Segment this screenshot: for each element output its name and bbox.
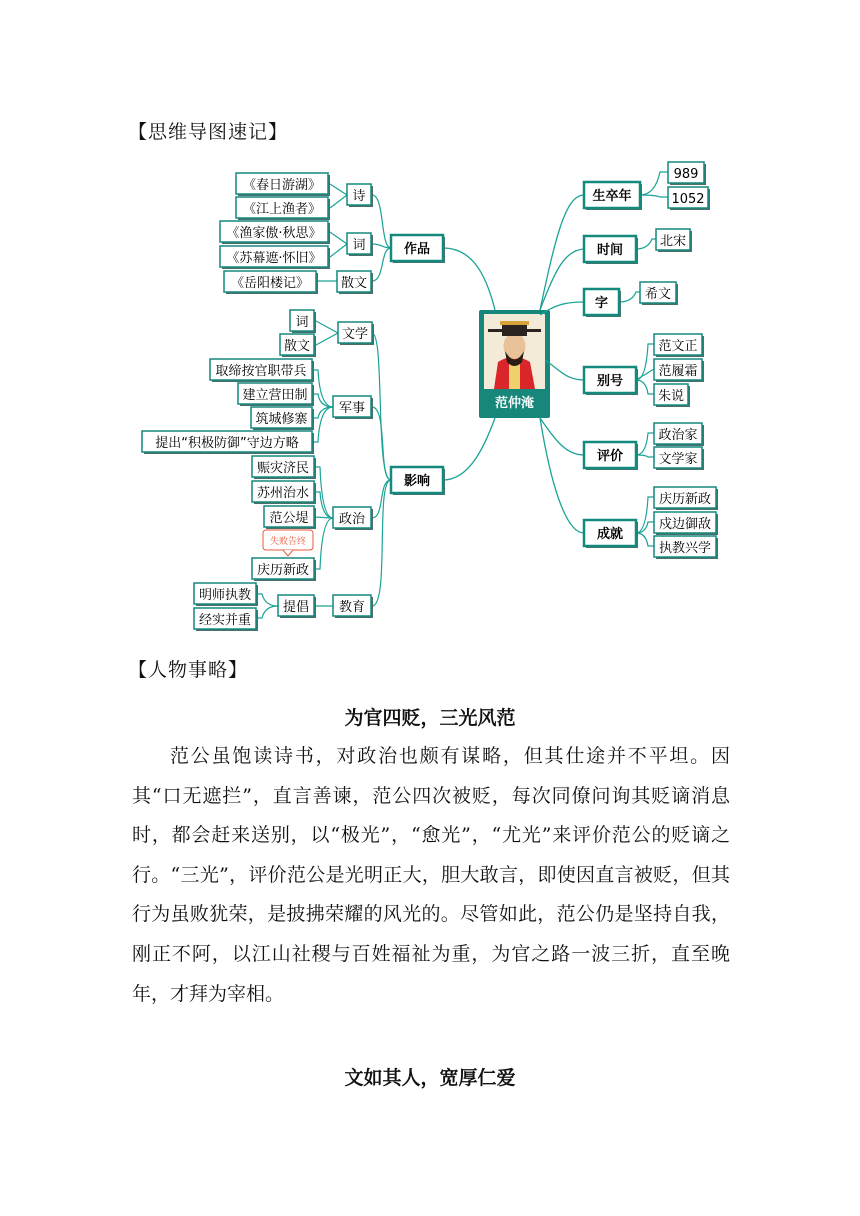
leaf-work-autumn-thoughts <box>220 221 330 244</box>
leaf-military-1 <box>210 359 314 382</box>
leaf-alias-3 <box>654 384 690 407</box>
svg-text:诗: 诗 <box>352 189 366 204</box>
story-title-1: 为官四贬，三光风范 <box>344 707 516 729</box>
sub-node-prose <box>337 271 373 294</box>
sub-node-politics <box>333 507 373 530</box>
svg-text:范履霜: 范履霜 <box>658 364 698 379</box>
svg-text:词: 词 <box>352 238 366 253</box>
leaf-birth-year <box>668 162 706 185</box>
leaf-achievement-2 <box>654 512 718 535</box>
svg-text:赈灾济民: 赈灾济民 <box>256 461 310 476</box>
leaf-politics-3 <box>264 506 316 529</box>
svg-text:提出“积极防御”守边方略: 提出“积极防御”守边方略 <box>155 436 299 451</box>
svg-text:北宋: 北宋 <box>659 234 687 249</box>
svg-text:《岳阳楼记》: 《岳阳楼记》 <box>230 276 310 291</box>
svg-text:散文: 散文 <box>340 276 368 291</box>
svg-text:字: 字 <box>594 296 609 311</box>
callout-failure <box>263 530 313 556</box>
leaf-work-yueyang-tower <box>224 271 318 294</box>
svg-text:词: 词 <box>295 315 309 330</box>
leaf-work-spring-lake <box>236 173 330 196</box>
svg-text:文学家: 文学家 <box>658 452 698 467</box>
leaf-literature-prose <box>280 334 316 357</box>
leaf-courtesy-name <box>640 282 678 305</box>
leaf-work-nostalgia <box>220 246 330 269</box>
svg-text:生卒年: 生卒年 <box>592 189 632 204</box>
svg-text:政治家: 政治家 <box>658 428 698 443</box>
svg-text:作品: 作品 <box>403 242 431 257</box>
leaf-military-2 <box>238 383 314 406</box>
svg-text:筑城修寨: 筑城修寨 <box>255 412 308 427</box>
leaf-achievement-3 <box>654 536 718 559</box>
node-evaluation <box>584 442 638 470</box>
svg-text:政治: 政治 <box>338 512 366 527</box>
node-achievements <box>584 520 638 548</box>
svg-text:明师执教: 明师执教 <box>198 588 252 603</box>
sub-node-ci <box>347 233 373 256</box>
svg-text:时间: 时间 <box>596 243 624 258</box>
svg-text:建立营田制: 建立营田制 <box>242 388 308 403</box>
leaf-work-fisherman <box>236 197 330 220</box>
svg-text:989: 989 <box>673 167 699 182</box>
node-birth-death <box>584 182 642 210</box>
svg-text:散文: 散文 <box>283 339 311 354</box>
svg-text:评价: 评价 <box>596 449 624 464</box>
story-body-1: 范公虽饱读诗书，对政治也颇有谋略，但其仕途并不平坦。因其“口无遮拦”，直言善谏，范公四次被贬，每次同僚问询其贬谪消息时，都会赶来送别，以“极光”，“愈光”，“尤光”来评价范公的贬谪之行。“三光”，评价范公是光明正大，胆大敢言，即使因直言被贬，但其行为虽败犹荣，是披拂荣耀的风光的。尽管如此，范公仍是坚持自我，刚正不阿，以江山社稷与百姓福祉为重，为官之路一波三折，直至晚年，才拜为宰相。 <box>132 745 730 1005</box>
node-era <box>584 236 638 264</box>
leaf-politics-2 <box>252 481 316 504</box>
sub-node-advocate <box>278 595 316 618</box>
leaf-education-2 <box>194 608 258 631</box>
svg-text:成就: 成就 <box>596 527 624 542</box>
node-influence <box>391 467 445 495</box>
node-works <box>391 235 445 263</box>
svg-text:庆历新政: 庆历新政 <box>658 492 712 507</box>
svg-text:提倡: 提倡 <box>282 600 310 615</box>
sub-node-literature <box>338 322 374 345</box>
svg-text:《江上渔者》: 《江上渔者》 <box>242 202 322 217</box>
svg-text:戍边御敌: 戍边御敌 <box>658 517 712 532</box>
center-node-label: 范仲淹 <box>494 396 535 411</box>
svg-text:朱说: 朱说 <box>657 389 685 404</box>
svg-text:取缔按官职带兵: 取缔按官职带兵 <box>215 364 307 379</box>
svg-text:希文: 希文 <box>644 287 672 302</box>
leaf-literature-ci <box>290 310 316 333</box>
story-title-2: 文如其人，宽厚仁爱 <box>344 1067 516 1089</box>
mindmap-heading: 【思维导图速记】 <box>128 121 289 143</box>
svg-text:文学: 文学 <box>341 327 369 342</box>
leaf-politics-4 <box>252 558 316 581</box>
leaf-military-3 <box>251 407 314 430</box>
node-courtesy-name <box>584 289 621 317</box>
svg-text:别号: 别号 <box>596 374 624 389</box>
leaf-politics-1 <box>252 456 316 479</box>
leaf-education-1 <box>194 583 258 606</box>
leaf-achievement-1 <box>654 487 718 510</box>
leaf-alias-1 <box>654 334 704 357</box>
leaf-evaluation-1 <box>654 423 704 446</box>
leaf-death-year <box>668 187 710 210</box>
svg-text:庆历新政: 庆历新政 <box>256 563 310 578</box>
leaf-alias-2 <box>654 359 704 382</box>
svg-text:1052: 1052 <box>671 192 705 207</box>
sub-node-military <box>333 396 373 419</box>
svg-text:影响: 影响 <box>403 474 431 489</box>
svg-text:教育: 教育 <box>338 600 366 615</box>
svg-text:《苏幕遮·怀旧》: 《苏幕遮·怀旧》 <box>226 251 322 266</box>
sub-node-poetry <box>347 184 373 207</box>
svg-text:军事: 军事 <box>338 401 366 416</box>
svg-text:经实并重: 经实并重 <box>198 613 252 628</box>
center-node <box>479 310 550 418</box>
leaf-military-4 <box>142 431 314 454</box>
node-aliases <box>584 367 638 395</box>
story-heading: 【人物事略】 <box>128 659 249 681</box>
svg-text:范公堤: 范公堤 <box>269 511 309 526</box>
sub-node-education <box>333 595 373 618</box>
leaf-era <box>656 229 692 252</box>
svg-text:《春日游湖》: 《春日游湖》 <box>242 178 322 193</box>
svg-text:执教兴学: 执教兴学 <box>658 541 712 556</box>
svg-text:失败告终: 失败告终 <box>269 537 307 547</box>
svg-text:范文正: 范文正 <box>658 339 698 354</box>
leaf-evaluation-2 <box>654 447 704 470</box>
svg-text:苏州治水: 苏州治水 <box>256 486 310 501</box>
svg-text:《渔家傲·秋思》: 《渔家傲·秋思》 <box>226 226 322 241</box>
